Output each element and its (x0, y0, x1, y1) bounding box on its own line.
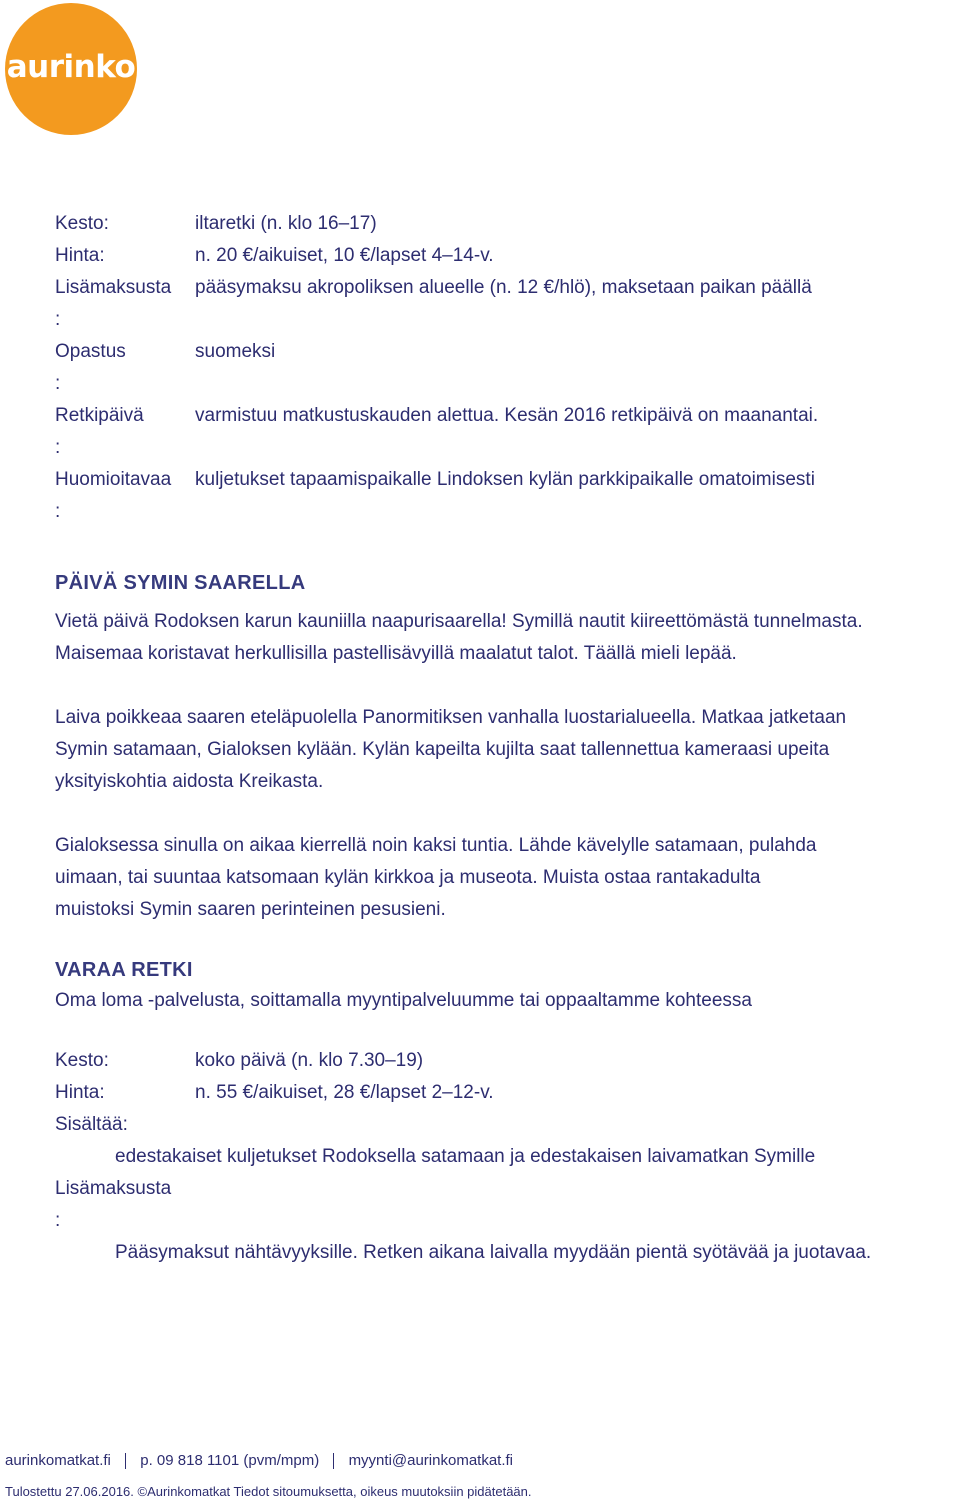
row-value: edestakaiset kuljetukset Rodoksella satamaan ja edestakaisen laivamatkan Symille (115, 1146, 816, 1167)
row-value: n. 55 €/aikuiset, 28 €/lapset 2–12-v. (195, 1082, 494, 1103)
paragraph-line: Gialoksessa sinulla on aikaa kierrellä noin kaksi tuntia. Lähde kävelylle satamaan, pulahda (55, 835, 817, 856)
row-key-colon: : (55, 373, 61, 394)
row-key: Kesto: (55, 1050, 109, 1071)
booking-heading: VARAA RETKI (55, 959, 193, 981)
paragraph-line: Vietä päivä Rodoksen karun kauniilla naapurisaarella! Symillä nautit kiireettömästä tunnelmasta. (55, 611, 863, 632)
footer-printed-note: Tulostettu 27.06.2016. ©Aurinkomatkat Tiedot sitoumuksetta, oikeus muutoksiin pidätetään. (5, 1484, 532, 1499)
row-key-colon: : (55, 501, 61, 522)
row-key: Lisämaksusta (55, 277, 172, 298)
row-value: Pääsymaksut nähtävyyksille. Retken aikana laivalla myydään pientä syötävää ja juotavaa. (115, 1242, 872, 1263)
booking-text: Oma loma -palvelusta, soittamalla myyntipalveluumme tai oppaaltamme kohteessa (55, 990, 752, 1011)
paragraph-line: muistoksi Symin saaren perinteinen pesusieni. (55, 899, 446, 920)
paragraph-line: uimaan, tai suuntaa katsomaan kylän kirkkoa ja museota. Muista ostaa rantakadulta (55, 867, 761, 888)
footer-website-link[interactable]: aurinkomatkat.fi (5, 1452, 111, 1469)
footer-email-link[interactable]: myynti@aurinkomatkat.fi (348, 1452, 514, 1469)
row-key: Sisältää: (55, 1114, 128, 1135)
row-value: n. 20 €/aikuiset, 10 €/lapset 4–14-v. (195, 245, 494, 266)
row-key-colon: : (55, 309, 61, 330)
aurinko-logo[interactable] (5, 3, 137, 135)
row-key: Opastus (55, 341, 126, 362)
row-key-colon: : (55, 1210, 61, 1231)
row-key: Kesto: (55, 213, 109, 234)
row-key: Lisämaksusta (55, 1178, 172, 1199)
paragraph-line: Maisemaa koristavat herkullisilla pastellisävyillä maalatut talot. Täällä mieli lepää. (55, 643, 737, 664)
logo-text: aurinko (6, 49, 136, 85)
footer-contact (5, 1452, 513, 1469)
row-key: Retkipäivä (55, 405, 144, 426)
row-key: Hinta: (55, 1082, 105, 1103)
row-value: varmistuu matkustuskauden alettua. Kesän 2016 retkipäivä on maanantai. (195, 405, 819, 426)
row-key: Hinta: (55, 245, 105, 266)
paragraph-line: Symin satamaan, Gialoksen kylään. Kylän kapeilta kujilta saat tallennettua kameraasi upeita (55, 739, 830, 760)
section-heading: PÄIVÄ SYMIN SAARELLA (55, 572, 306, 594)
row-key: Huomioitavaa (55, 469, 172, 490)
footer-separator (333, 1453, 334, 1469)
row-value: koko päivä (n. klo 7.30–19) (195, 1050, 424, 1071)
row-value: iltaretki (n. klo 16–17) (195, 213, 377, 234)
row-value: kuljetukset tapaamispaikalle Lindoksen kylän parkkipaikalle omatoimisesti (195, 469, 815, 490)
footer-separator (125, 1453, 126, 1469)
row-value: suomeksi (195, 341, 276, 362)
footer-phone: p. 09 818 1101 (pvm/mpm) (140, 1452, 320, 1469)
paragraph-line: Laiva poikkeaa saaren eteläpuolella Panormitiksen vanhalla luostarialueella. Matkaa jatketaan (55, 707, 847, 728)
row-value: pääsymaksu akropoliksen alueelle (n. 12 €/hlö), maksetaan paikan päällä (195, 277, 812, 298)
paragraph-line: yksityiskohtia aidosta Kreikasta. (55, 771, 324, 792)
row-key-colon: : (55, 437, 61, 458)
